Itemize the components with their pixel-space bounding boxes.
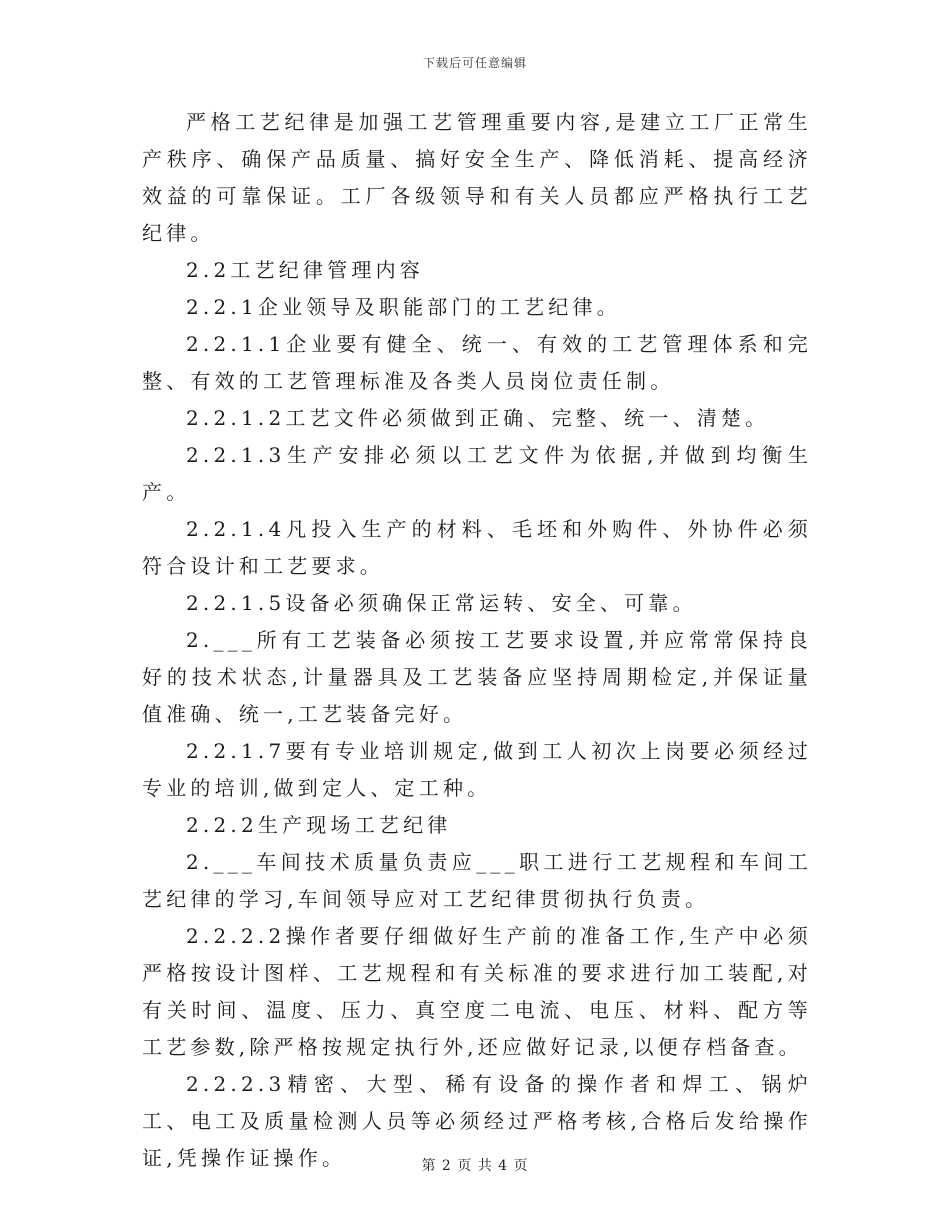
paragraph: 严格工艺纪律是加强工艺管理重要内容,是建立工厂正常生产秩序、确保产品质量、搞好安全生产、降低消耗、提高经济效益的可靠保证。工厂各级领导和有关人员都应严格执行工艺纪律。	[142, 110, 812, 245]
paragraph: 2.2.1.4凡投入生产的材料、毛坯和外购件、外协件必须符合设计和工艺要求。	[142, 517, 812, 578]
paragraph: 2.2.1.1企业要有健全、统一、有效的工艺管理体系和完整、有效的工艺管理标准及各类人员岗位责任制。	[142, 332, 812, 393]
section-heading: 2.2工艺纪律管理内容	[186, 258, 425, 282]
page-number: 第 2 页 共 4 页	[421, 1158, 529, 1174]
document-body	[142, 104, 812, 1177]
paragraph: 2.2.1.2工艺文件必须做到正确、完整、统一、清楚。	[186, 406, 770, 430]
paragraph: 2.2.1.5设备必须确保正常运转、安全、可靠。	[186, 591, 697, 615]
paragraph: 2.___车间技术质量负责应___职工进行工艺规程和车间工艺纪律的学习,车间领导应对工艺纪律贯彻执行负责。	[142, 850, 812, 911]
paragraph: 2.2.1.7要有专业培训规定,做到工人初次上岗要必须经过专业的培训,做到定人、定工种。	[142, 739, 812, 800]
paragraph: 2.2.2.3精密、大型、稀有设备的操作者和焊工、锅炉工、电工及质量检测人员等必须经过严格考核,合格后发给操作证,凭操作证操作。	[142, 1072, 812, 1170]
paragraph: 2.2.2.2操作者要仔细做好生产前的准备工作,生产中必须严格按设计图样、工艺规程和有关标准的要求进行加工装配,对有关时间、温度、压力、真空度二电流、电压、材料、配方等工艺参数,除严格按规定执行外,还应做好记录,以便存档备查。	[142, 924, 812, 1059]
subsection-heading: 2.2.2生产现场工艺纪律	[186, 813, 452, 837]
header-note: 下载后可任意编辑	[422, 56, 527, 70]
paragraph: 2.2.1.3生产安排必须以工艺文件为依据,并做到均衡生产。	[142, 443, 812, 504]
subsection-heading: 2.2.1企业领导及职能部门的工艺纪律。	[186, 295, 621, 319]
paragraph: 2.___所有工艺装备必须按工艺要求设置,并应常常保持良好的技术状态,计量器具及工艺装备应坚持周期检定,并保证量值准确、统一,工艺装备完好。	[142, 628, 812, 726]
